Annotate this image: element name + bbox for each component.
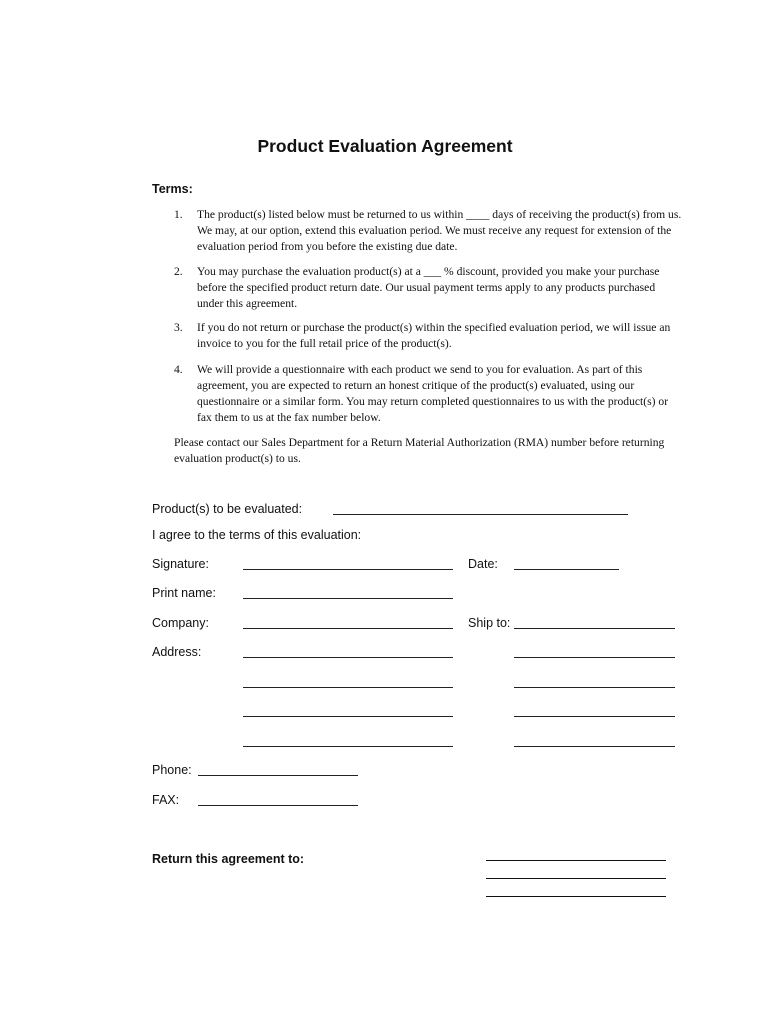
contact-note: Please contact our Sales Department for a Return Material Authorization (RMA) number before returning evaluation product(s) to us. xyxy=(174,436,665,465)
address-label: Address: xyxy=(152,645,202,659)
address-line-3[interactable] xyxy=(243,716,453,717)
page-title: Product Evaluation Agreement xyxy=(257,136,513,156)
term-item-3 xyxy=(174,320,684,352)
address-line-2[interactable] xyxy=(243,687,453,688)
print-name-field[interactable] xyxy=(243,598,453,599)
phone-field[interactable] xyxy=(198,775,358,776)
term-number: 1. xyxy=(174,208,183,221)
signature-label: Signature: xyxy=(152,557,209,571)
term-number: 3. xyxy=(174,321,183,334)
return-address-line-3[interactable] xyxy=(486,896,666,897)
products-field[interactable] xyxy=(333,514,628,515)
company-field[interactable] xyxy=(243,628,453,629)
signature-field[interactable] xyxy=(243,569,453,570)
term-number: 4. xyxy=(174,363,183,376)
phone-label: Phone: xyxy=(152,763,192,777)
term-item-1 xyxy=(174,207,684,255)
return-address-line-2[interactable] xyxy=(486,878,666,879)
ship-to-label: Ship to: xyxy=(468,616,511,630)
fax-label: FAX: xyxy=(152,793,180,807)
ship-to-line-2[interactable] xyxy=(514,687,675,688)
ship-to-line-1[interactable] xyxy=(514,657,675,658)
term-item-2 xyxy=(174,264,684,312)
ship-to-line-4[interactable] xyxy=(514,746,675,747)
products-label: Product(s) to be evaluated: xyxy=(152,502,303,516)
term-text: You may purchase the evaluation product(s) at a ___ % discount, provided you make your purchase before the specified product return date. Our usual payment terms apply to any products purchased under this agreement. xyxy=(197,265,660,310)
address-line-4[interactable] xyxy=(243,746,453,747)
term-text: If you do not return or purchase the product(s) within the specified evaluation period, we will issue an invoice to you for the full retail price of the product(s). xyxy=(197,321,671,350)
address-line-1[interactable] xyxy=(243,657,453,658)
term-text: The product(s) listed below must be returned to us within ____ days of receiving the product(s) from us. We may, at our option, extend this evaluation period. We must receive any request for extension of the evaluation period from you before the existing due date. xyxy=(197,208,682,253)
company-label: Company: xyxy=(152,616,209,630)
terms-heading: Terms: xyxy=(152,182,193,196)
date-label: Date: xyxy=(468,557,498,571)
return-label: Return this agreement to: xyxy=(152,852,305,866)
term-item-4 xyxy=(174,362,684,426)
date-field[interactable] xyxy=(514,569,619,570)
return-address-line-1[interactable] xyxy=(486,860,666,861)
fax-field[interactable] xyxy=(198,805,358,806)
ship-to-line-3[interactable] xyxy=(514,716,675,717)
print-name-label: Print name: xyxy=(152,586,216,600)
term-number: 2. xyxy=(174,265,183,278)
term-text: We will provide a questionnaire with each product we send to you for evaluation. As part of this agreement, you are expected to return an honest critique of the product(s) evaluated, using our questionnaire or a similar form. You may return completed questionnaires to us with the product(s) or fax them to us at the fax number below. xyxy=(197,363,669,424)
ship-to-field[interactable] xyxy=(514,628,675,629)
agree-text: I agree to the terms of this evaluation: xyxy=(152,528,362,542)
